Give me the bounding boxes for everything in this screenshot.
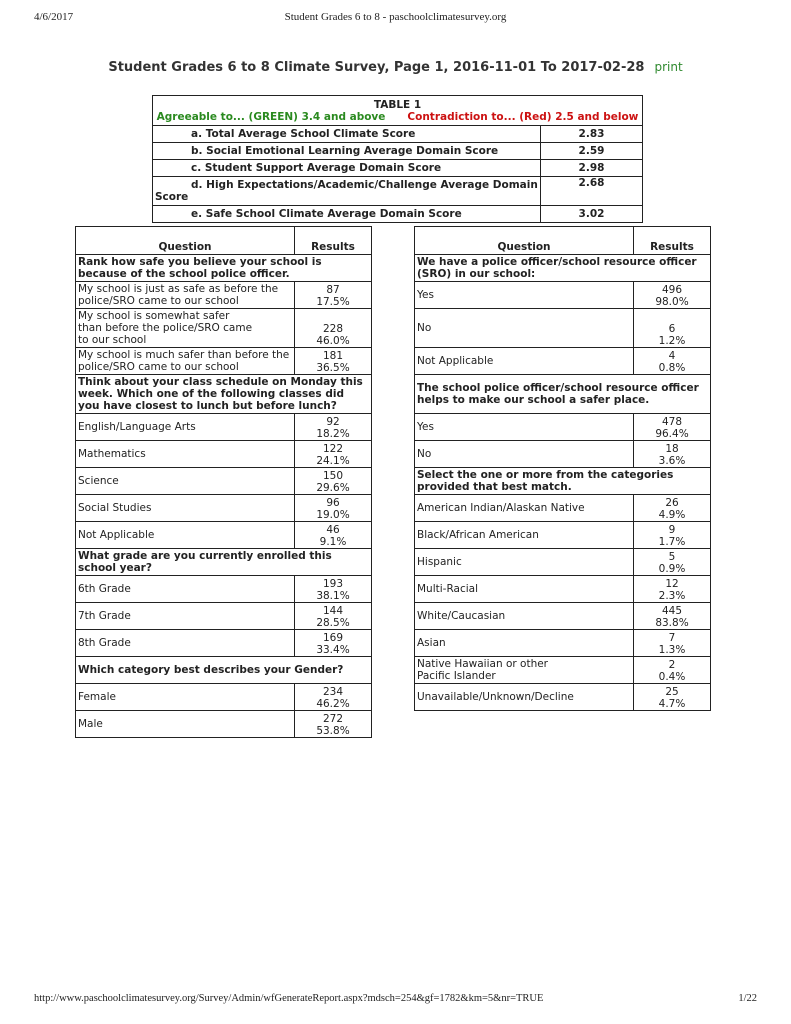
- table1-caption: TABLE 1: [373, 98, 422, 111]
- question-text: The school police officer/school resource officer helps to make our school a safer place.: [415, 375, 711, 414]
- answer-row: [76, 576, 372, 603]
- answer-text: No: [415, 441, 634, 468]
- answer-row: [415, 684, 711, 711]
- answer-text: Not Applicable: [415, 348, 634, 375]
- answer-row: [76, 630, 372, 657]
- answer-count: 46: [326, 524, 340, 536]
- score-row: [153, 206, 643, 223]
- answer-text: No: [415, 309, 634, 348]
- answer-result: [295, 684, 372, 711]
- answer-count: 92: [326, 416, 340, 428]
- answer-count: 478: [661, 416, 683, 428]
- results-column-header: Results: [634, 227, 711, 255]
- answer-percent: 0.4%: [658, 671, 686, 683]
- answer-row: [76, 711, 372, 738]
- document-title: Student Grades 6 to 8 - paschoolclimatesurvey.org: [284, 11, 507, 23]
- answer-text: Not Applicable: [76, 522, 295, 549]
- question-text: Rank how safe you believe your school is because of the school police officer.: [76, 255, 372, 282]
- score-value: 2.68: [541, 177, 643, 206]
- question-text: Think about your class schedule on Monday this week. Which one of the following classes did you have closest to lunch but before lunch?: [76, 375, 372, 414]
- answer-text: Black/African American: [415, 522, 634, 549]
- answer-percent: 1.2%: [658, 335, 686, 347]
- answer-count: 181: [322, 350, 344, 362]
- question-column-header: Question: [76, 227, 295, 255]
- answer-percent: 1.3%: [658, 644, 686, 656]
- answer-row: [415, 576, 711, 603]
- answer-text: 7th Grade: [76, 603, 295, 630]
- score-label: c. Student Support Average Domain Score: [153, 160, 541, 177]
- score-value: 3.02: [541, 206, 643, 223]
- answer-percent: 46.0%: [316, 335, 350, 347]
- answer-percent: 38.1%: [316, 590, 350, 602]
- answer-percent: 0.8%: [658, 362, 686, 374]
- answer-percent: 28.5%: [316, 617, 350, 629]
- score-label: b. Social Emotional Learning Average Domain Score: [153, 143, 541, 160]
- answer-text: Male: [76, 711, 295, 738]
- answer-count: 122: [322, 443, 344, 455]
- answer-text: Multi-Racial: [415, 576, 634, 603]
- answer-result: [295, 630, 372, 657]
- answer-percent: 24.1%: [316, 455, 350, 467]
- answer-result: [295, 576, 372, 603]
- answer-text: Yes: [415, 282, 634, 309]
- answer-result: [634, 630, 711, 657]
- answer-text: Native Hawaiian or other Pacific Islander: [415, 657, 634, 684]
- answer-count: 234: [322, 686, 344, 698]
- answer-text: Female: [76, 684, 295, 711]
- score-label: a. Total Average School Climate Score: [153, 126, 541, 143]
- answer-result: [634, 603, 711, 630]
- answer-percent: 1.7%: [658, 536, 686, 548]
- answer-count: 496: [661, 284, 683, 296]
- answer-row: [415, 657, 711, 684]
- answer-row: [76, 684, 372, 711]
- answer-text: Social Studies: [76, 495, 295, 522]
- score-row: [153, 177, 643, 206]
- answer-row: [76, 441, 372, 468]
- score-value: 2.83: [541, 126, 643, 143]
- answer-percent: 0.9%: [658, 563, 686, 575]
- answer-count: 9: [668, 524, 676, 536]
- answer-row: [415, 348, 711, 375]
- print-link[interactable]: print: [654, 60, 683, 74]
- answer-count: 445: [661, 605, 683, 617]
- answer-text: White/Caucasian: [415, 603, 634, 630]
- answer-count: 96: [326, 497, 340, 509]
- answer-percent: 4.9%: [658, 509, 686, 521]
- left-question-table: [75, 226, 372, 738]
- answer-count: 18: [665, 443, 679, 455]
- score-value: 2.98: [541, 160, 643, 177]
- answer-percent: 96.4%: [655, 428, 689, 440]
- answer-result: [634, 495, 711, 522]
- answer-count: 228: [322, 323, 344, 335]
- answer-count: 7: [668, 632, 676, 644]
- answer-result: [295, 711, 372, 738]
- answer-row: [76, 468, 372, 495]
- score-value: 2.59: [541, 143, 643, 160]
- print-date: 4/6/2017: [34, 11, 74, 23]
- answer-result: [634, 414, 711, 441]
- answer-row: [76, 603, 372, 630]
- answer-row: [415, 414, 711, 441]
- answer-result: [295, 603, 372, 630]
- agreeable-legend: Agreeable to... (GREEN) 3.4 and above: [156, 110, 386, 123]
- answer-row: [415, 522, 711, 549]
- answer-count: 150: [322, 470, 344, 482]
- answer-row: [76, 309, 372, 348]
- answer-result: [295, 282, 372, 309]
- footer-url: http://www.paschoolclimatesurvey.org/Survey/Admin/wfGenerateReport.aspx?mdsch=254&gf=1782&km=5&nr=TRUE: [34, 993, 544, 1004]
- answer-result: [295, 495, 372, 522]
- answer-count: 272: [322, 713, 344, 725]
- answer-row: [415, 603, 711, 630]
- question-text: We have a police officer/school resource officer (SRO) in our school:: [415, 255, 711, 282]
- answer-text: My school is much safer than before the police/SRO came to our school: [76, 348, 295, 375]
- answer-count: 5: [668, 551, 676, 563]
- answer-count: 2: [668, 659, 676, 671]
- answer-percent: 17.5%: [316, 296, 350, 308]
- answer-result: [634, 657, 711, 684]
- score-summary-table: [152, 95, 643, 223]
- answer-text: My school is just as safe as before the police/SRO came to our school: [76, 282, 295, 309]
- answer-percent: 9.1%: [319, 536, 347, 548]
- answer-percent: 4.7%: [658, 698, 686, 710]
- answer-percent: 18.2%: [316, 428, 350, 440]
- answer-count: 87: [326, 284, 340, 296]
- answer-result: [295, 441, 372, 468]
- page-title: [0, 60, 791, 75]
- answer-text: My school is somewhat safer than before the police/SRO came to our school: [76, 309, 295, 348]
- answer-result: [634, 522, 711, 549]
- score-label: d. High Expectations/Academic/Challenge Average Domain Score: [153, 177, 541, 206]
- answer-count: 6: [668, 323, 676, 335]
- answer-percent: 46.2%: [316, 698, 350, 710]
- answer-count: 144: [322, 605, 344, 617]
- answer-result: [634, 348, 711, 375]
- survey-title: Student Grades 6 to 8 Climate Survey, Page 1, 2016-11-01 To 2017-02-28: [108, 60, 645, 75]
- answer-text: Asian: [415, 630, 634, 657]
- answer-text: Mathematics: [76, 441, 295, 468]
- answer-text: Science: [76, 468, 295, 495]
- score-label: e. Safe School Climate Average Domain Score: [153, 206, 541, 223]
- answer-result: [634, 309, 711, 348]
- answer-percent: 83.8%: [655, 617, 689, 629]
- answer-row: [415, 495, 711, 522]
- question-text: Select the one or more from the categories provided that best match.: [415, 468, 711, 495]
- answer-text: 8th Grade: [76, 630, 295, 657]
- answer-percent: 29.6%: [316, 482, 350, 494]
- answer-count: 4: [668, 350, 676, 362]
- score-row: [153, 143, 643, 160]
- answer-text: Hispanic: [415, 549, 634, 576]
- answer-percent: 36.5%: [316, 362, 350, 374]
- contradiction-legend: Contradiction to... (Red) 2.5 and below: [407, 110, 639, 123]
- answer-percent: 2.3%: [658, 590, 686, 602]
- answer-text: 6th Grade: [76, 576, 295, 603]
- answer-percent: 98.0%: [655, 296, 689, 308]
- answer-result: [634, 684, 711, 711]
- answer-count: 169: [322, 632, 344, 644]
- answer-result: [295, 522, 372, 549]
- answer-row: [76, 348, 372, 375]
- answer-percent: 53.8%: [316, 725, 350, 737]
- results-column-header: Results: [295, 227, 372, 255]
- answer-text: Yes: [415, 414, 634, 441]
- score-row: [153, 126, 643, 143]
- score-row: [153, 160, 643, 177]
- answer-row: [415, 282, 711, 309]
- answer-result: [295, 309, 372, 348]
- answer-count: 26: [665, 497, 679, 509]
- answer-percent: 19.0%: [316, 509, 350, 521]
- answer-result: [634, 549, 711, 576]
- answer-count: 193: [322, 578, 344, 590]
- answer-text: American Indian/Alaskan Native: [415, 495, 634, 522]
- question-text: What grade are you currently enrolled this school year?: [76, 549, 372, 576]
- answer-result: [295, 468, 372, 495]
- answer-row: [415, 549, 711, 576]
- answer-row: [76, 522, 372, 549]
- table1-header: [153, 96, 643, 126]
- answer-row: [415, 309, 711, 348]
- answer-text: Unavailable/Unknown/Decline: [415, 684, 634, 711]
- answer-percent: 33.4%: [316, 644, 350, 656]
- question-column-header: Question: [415, 227, 634, 255]
- answer-result: [295, 348, 372, 375]
- answer-result: [295, 414, 372, 441]
- answer-result: [634, 441, 711, 468]
- answer-result: [634, 576, 711, 603]
- answer-percent: 3.6%: [658, 455, 686, 467]
- answer-result: [634, 282, 711, 309]
- answer-count: 25: [665, 686, 679, 698]
- page-number: 1/22: [738, 993, 757, 1004]
- answer-row: [76, 414, 372, 441]
- answer-count: 12: [665, 578, 679, 590]
- answer-row: [76, 282, 372, 309]
- answer-row: [76, 495, 372, 522]
- right-question-table: [414, 226, 711, 711]
- question-text: Which category best describes your Gender?: [76, 657, 372, 684]
- answer-row: [415, 441, 711, 468]
- answer-text: English/Language Arts: [76, 414, 295, 441]
- answer-row: [415, 630, 711, 657]
